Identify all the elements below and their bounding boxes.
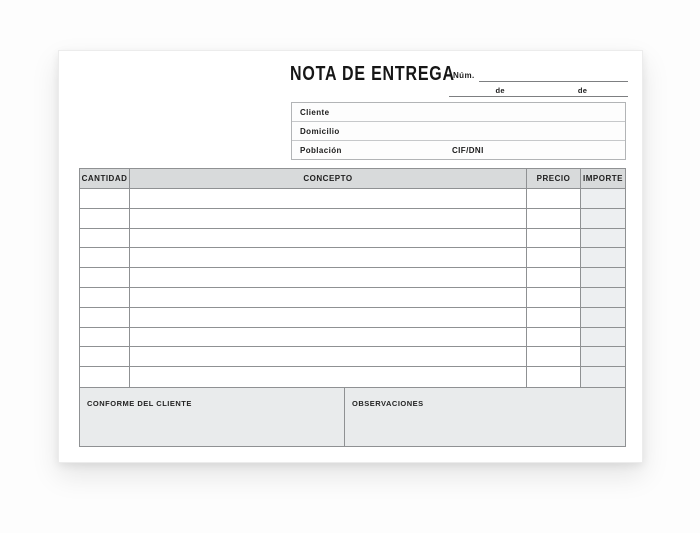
item-cell-cantidad[interactable] [80, 328, 130, 348]
item-cell-concepto[interactable] [130, 189, 527, 209]
item-cell-precio[interactable] [527, 189, 581, 209]
customer-row-poblacion [292, 140, 625, 159]
item-cell-cantidad[interactable] [80, 268, 130, 288]
item-cell-precio[interactable] [527, 288, 581, 308]
date-separator-2: de [577, 86, 588, 95]
item-cell-cantidad[interactable] [80, 288, 130, 308]
customer-row-domicilio [292, 121, 625, 140]
item-cell-importe[interactable] [581, 288, 625, 308]
num-label: Núm. [453, 71, 475, 80]
items-section [79, 168, 626, 447]
item-cell-cantidad[interactable] [80, 248, 130, 268]
delivery-note-sheet [58, 50, 643, 463]
item-cell-precio[interactable] [527, 328, 581, 348]
item-cell-precio[interactable] [527, 268, 581, 288]
item-cell-concepto[interactable] [130, 347, 527, 367]
item-cell-cantidad[interactable] [80, 209, 130, 229]
item-cell-precio[interactable] [527, 248, 581, 268]
date-separator-1: de [495, 86, 505, 95]
column-header-concepto: CONCEPTO [130, 169, 527, 189]
item-cell-precio[interactable] [527, 229, 581, 249]
items-table [79, 168, 626, 388]
item-cell-cantidad[interactable] [80, 229, 130, 249]
item-cell-importe[interactable] [581, 229, 625, 249]
num-field [453, 67, 628, 82]
item-cell-importe[interactable] [581, 367, 625, 387]
item-cell-precio[interactable] [527, 347, 581, 367]
item-cell-concepto[interactable] [130, 308, 527, 328]
item-cell-cantidad[interactable] [80, 308, 130, 328]
item-cell-precio[interactable] [527, 209, 581, 229]
item-cell-concepto[interactable] [130, 209, 527, 229]
item-cell-concepto[interactable] [130, 288, 527, 308]
item-cell-precio[interactable] [527, 367, 581, 387]
customer-info-box [291, 102, 626, 160]
column-header-precio: PRECIO [527, 169, 581, 189]
item-cell-concepto[interactable] [130, 268, 527, 288]
item-cell-concepto[interactable] [130, 248, 527, 268]
cliente-label: Cliente [300, 107, 330, 117]
domicilio-label: Domicilio [300, 126, 340, 136]
item-cell-importe[interactable] [581, 248, 625, 268]
domicilio-value-area[interactable] [340, 122, 625, 140]
column-header-importe: IMPORTE [581, 169, 625, 189]
item-cell-importe[interactable] [581, 328, 625, 348]
item-cell-concepto[interactable] [130, 229, 527, 249]
item-cell-cantidad[interactable] [80, 189, 130, 209]
item-cell-concepto[interactable] [130, 367, 527, 387]
customer-row-cliente [292, 103, 625, 121]
cif-dni-label: CIF/DNI [452, 145, 484, 155]
observaciones-box[interactable] [345, 387, 626, 447]
item-cell-importe[interactable] [581, 308, 625, 328]
footer-section [79, 387, 626, 447]
item-cell-concepto[interactable] [130, 328, 527, 348]
item-cell-cantidad[interactable] [80, 347, 130, 367]
conforme-cliente-label: CONFORME DEL CLIENTE [87, 398, 192, 408]
cliente-value-area[interactable] [329, 103, 625, 121]
item-cell-cantidad[interactable] [80, 367, 130, 387]
observaciones-label: OBSERVACIONES [352, 398, 424, 408]
conforme-cliente-box[interactable] [79, 387, 345, 447]
item-cell-importe[interactable] [581, 268, 625, 288]
page-title: NOTA DE ENTREGA [290, 63, 455, 85]
item-cell-importe[interactable] [581, 209, 625, 229]
poblacion-label: Población [300, 145, 342, 155]
column-header-cantidad: CANTIDAD [80, 169, 130, 189]
num-input-line[interactable] [479, 67, 628, 82]
date-input-line[interactable] [449, 82, 628, 97]
item-cell-precio[interactable] [527, 308, 581, 328]
item-cell-importe[interactable] [581, 189, 625, 209]
item-cell-importe[interactable] [581, 347, 625, 367]
